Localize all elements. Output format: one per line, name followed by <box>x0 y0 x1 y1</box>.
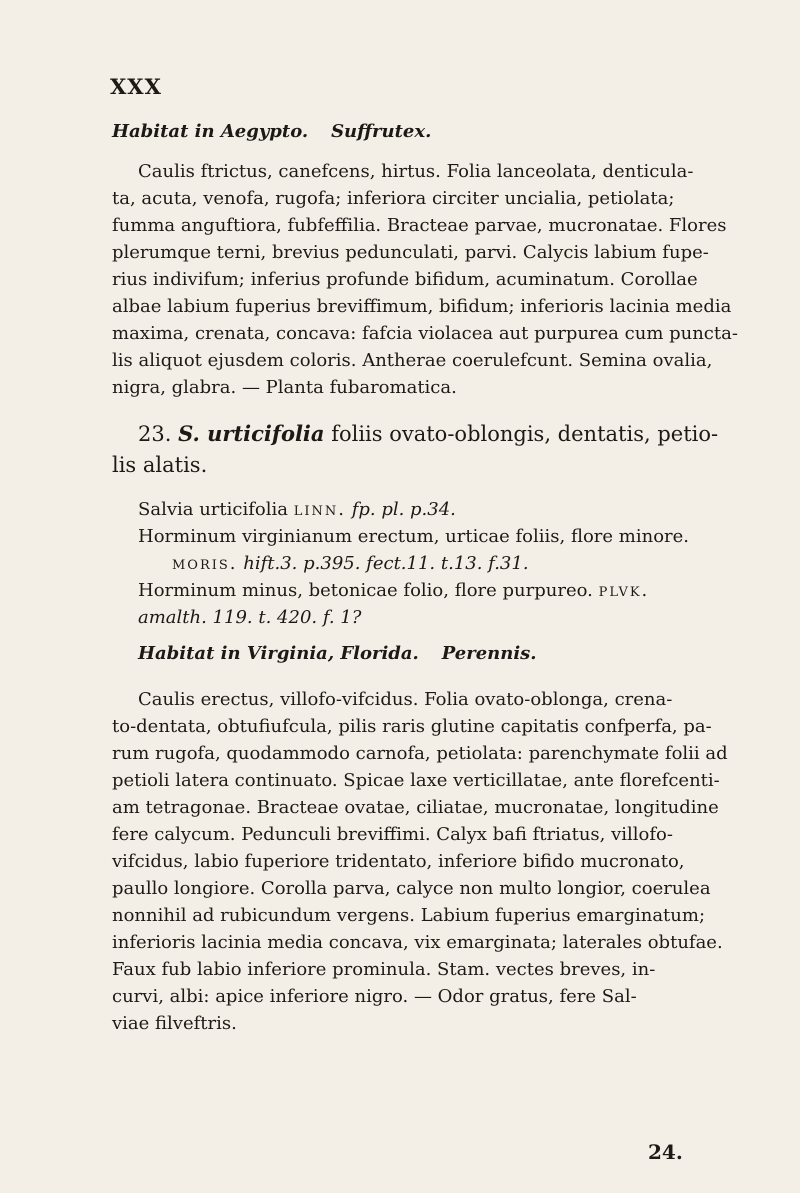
species-name: S. urticifolia <box>178 421 325 446</box>
text-line: fumma anguftiora, fubfeffilia. Bracteae parvae, mucronatae. Flores <box>112 215 727 236</box>
page-number: XXX <box>110 74 162 99</box>
species-diagnosis: foliis ovato-oblongis, dentatis, petio- <box>331 422 719 446</box>
species-diagnosis-cont: lis alatis. <box>112 453 208 477</box>
text-line: Caulis erectus, villofo-vifcidus. Folia ovato-oblonga, crena- <box>138 689 673 710</box>
text-line: petioli latera continuato. Spicae laxe verticillatae, ante florefcenti- <box>112 770 720 791</box>
text-line: Faux fub labio inferiore prominula. Stam. vectes breves, in- <box>112 959 656 980</box>
text-line: plerumque terni, brevius pedunculati, parvi. Calycis labium fupe- <box>112 242 709 263</box>
species-number: 23. <box>138 422 172 446</box>
synonymy <box>112 496 692 631</box>
synonym-ref: amalth. 119. t. 420. f. 1? <box>138 607 362 628</box>
text-line: ta, acuta, venofa, rugofa; inferiora circiter uncialia, petiolata; <box>112 188 675 209</box>
habitat-line-2 <box>112 640 692 667</box>
text-line: rum rugofa, quodammodo carnofa, petiolata: parenchymate folii ad <box>112 743 728 764</box>
description-1 <box>112 158 738 401</box>
text-line: albae labium fuperius breviffimum, bifidum; inferioris lacinia media <box>112 296 732 317</box>
text-line: am tetragonae. Bracteae ovatae, ciliatae, mucronatae, longitudine <box>112 797 719 818</box>
text-line: lis aliquot ejusdem coloris. Antherae coerulefcunt. Semina ovalia, <box>112 350 713 371</box>
life-form-2: Perennis. <box>441 643 537 664</box>
description-2 <box>112 686 728 1037</box>
text-line: fere calycum. Pedunculi breviffimi. Calyx bafi ftriatus, villofo- <box>112 824 673 845</box>
text-line: rius indivifum; inferius profunde bifidum, acuminatum. Corollae <box>112 269 698 290</box>
text-line: curvi, albi: apice inferiore nigro. — Odor gratus, fere Sal- <box>112 986 637 1007</box>
text-line: Caulis ftrictus, canefcens, hirtus. Folia lanceolata, denticula- <box>138 161 694 182</box>
synonym-ref: moris. hift.3. p.395. fect.11. t.13. f.31. <box>172 553 529 574</box>
text-line: maxima, crenata, concava: fafcia violacea aut purpurea cum puncta- <box>112 323 738 344</box>
text-line: inferioris lacinia media concava, vix emarginata; laterales obtufae. <box>112 932 723 953</box>
habitat-label-2: Habitat in Virginia, Florida. <box>138 643 419 664</box>
species-heading <box>112 418 719 481</box>
habitat-label-1: Habitat in Aegypto. <box>112 121 309 142</box>
text-line: to-dentata, obtufiufcula, pilis raris glutine capitatis confperfa, pa- <box>112 716 712 737</box>
text-line: nigra, glabra. — Planta fubaromatica. <box>112 377 457 398</box>
text-line: vifcidus, labio fuperiore tridentato, inferiore bifido mucronato, <box>112 851 685 872</box>
synonym: Salvia urticifolia linn. fp. pl. p.34. <box>138 499 456 520</box>
habitat-line-1 <box>112 118 692 145</box>
synonym: Horminum virginianum erectum, urticae foliis, flore minore. <box>138 526 690 547</box>
life-form-1: Suffrutex. <box>331 121 432 142</box>
text-line: viae filveftris. <box>112 1013 237 1034</box>
text-line: nonnihil ad rubicundum vergens. Labium fuperius emarginatum; <box>112 905 706 926</box>
synonym: Horminum minus, betonicae folio, flore purpureo. plvk. <box>138 580 650 601</box>
text-line: paullo longiore. Corolla parva, calyce non multo longior, coerulea <box>112 878 711 899</box>
catchword: 24. <box>648 1140 683 1164</box>
